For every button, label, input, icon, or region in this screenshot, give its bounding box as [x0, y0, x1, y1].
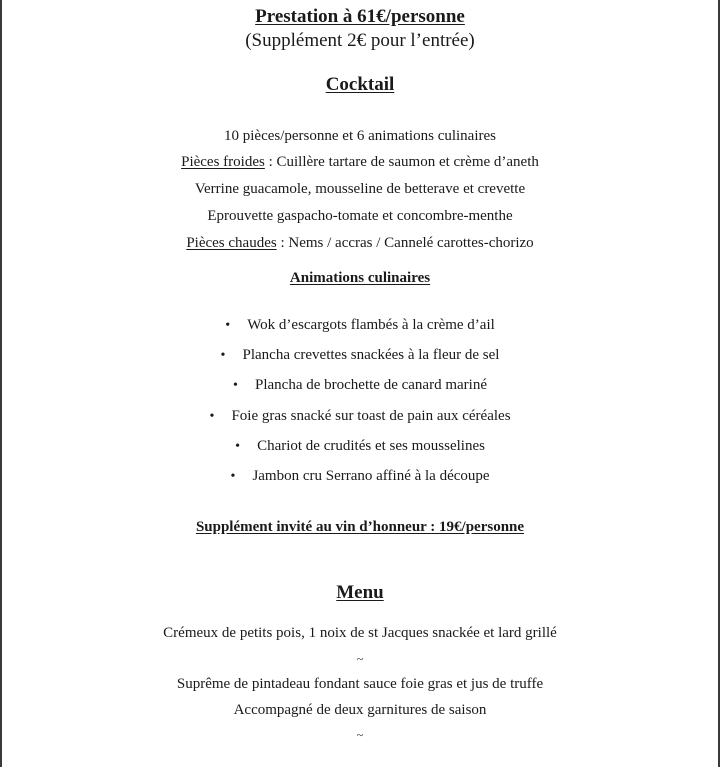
pieces-chaudes-line [0, 235, 720, 252]
cocktail-heading: Cocktail [325, 74, 395, 95]
list-item: • Plancha crevettes snackées à la fleur de sel [220, 347, 500, 363]
list-item: • Chariot de crudités et ses mousselines [235, 438, 485, 454]
pieces-froides-text: : Cuillère tartare de saumon et crème d’aneth [264, 154, 539, 170]
bullet-icon: • [225, 318, 231, 333]
cocktail-intro: 10 pièces/personne et 6 animations culinaires [224, 128, 496, 144]
verrine-line: Verrine guacamole, mousseline de betterave et crevette [194, 181, 526, 197]
bullet-icon: • [235, 439, 240, 454]
bullet-icon: • [230, 469, 236, 484]
menu-heading: Menu [336, 582, 384, 603]
pieces-chaudes-label: Pièces chaudes [186, 235, 277, 251]
menu-course-2-sides: Accompagné de deux garnitures de saison [233, 702, 487, 718]
list-item: • Foie gras snacké sur toast de pain aux céréales [209, 408, 511, 424]
bullet-icon: • [209, 409, 215, 424]
menu-separator: ~ [356, 728, 364, 742]
menu-course-2: Suprême de pintadeau fondant sauce foie gras et jus de truffe [176, 676, 544, 692]
animations-heading: Animations culinaires [289, 270, 431, 286]
pieces-froides-label: Pièces froides [181, 154, 265, 170]
list-item: • Plancha de brochette de canard mariné [233, 377, 487, 393]
menu-separator: ~ [356, 652, 364, 666]
bullet-icon: • [233, 378, 238, 393]
prestation-subtitle: (Supplément 2€ pour l’entrée) [245, 30, 475, 51]
pieces-froides-line [0, 154, 720, 171]
prestation-title: Prestation à 61€/personne [255, 6, 465, 27]
list-item: • Jambon cru Serrano affiné à la découpe [230, 468, 490, 484]
pieces-chaudes-text: : Nems / accras / Cannelé carottes-chorizo [276, 235, 534, 251]
list-item: • Wok d’escargots flambés à la crème d’ail [225, 317, 495, 333]
menu-course-1: Crémeux de petits pois, 1 noix de st Jacques snackée et lard grillé [163, 625, 557, 641]
eprouvette-line: Eprouvette gaspacho-tomate et concombre-menthe [207, 208, 513, 224]
bullet-icon: • [220, 348, 226, 363]
supplement-line: Supplément invité au vin d’honneur : 19€/personne [195, 519, 525, 535]
